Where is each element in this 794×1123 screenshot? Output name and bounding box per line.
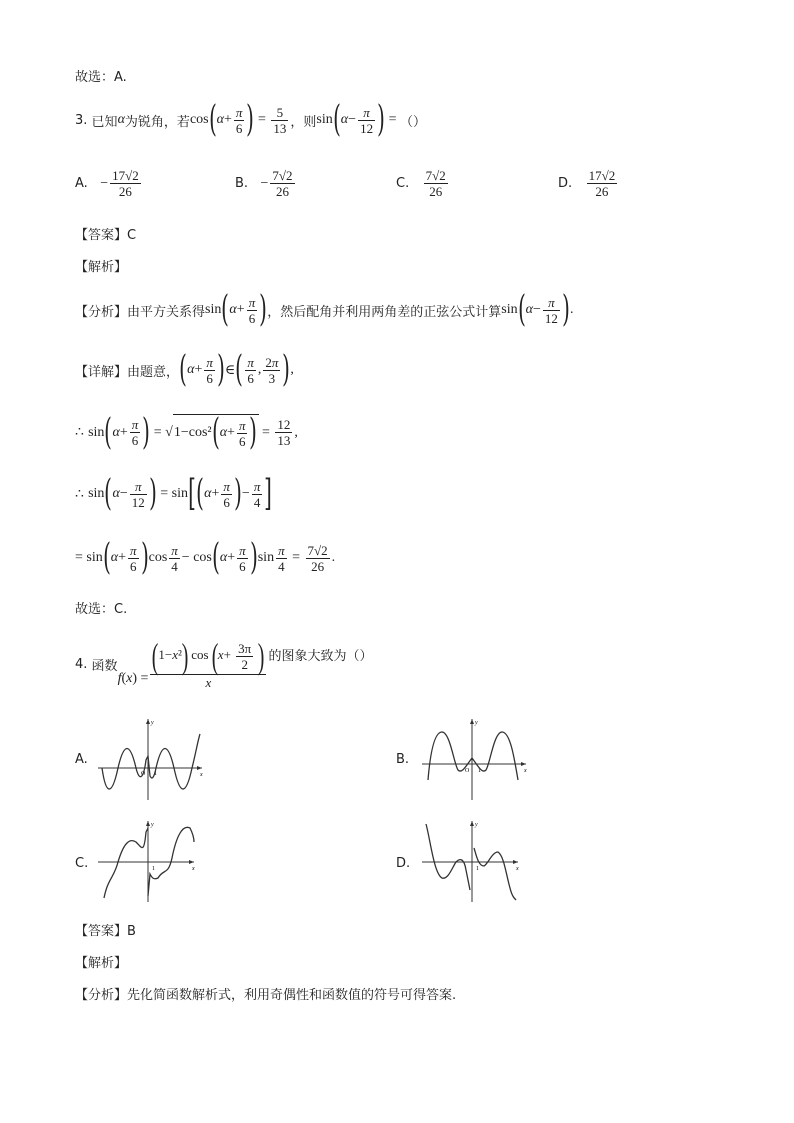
option-b: B. − $\frac{7√2}{26}$: [235, 168, 293, 199]
svg-text:y: y: [475, 720, 478, 726]
svg-text:y: y: [151, 720, 154, 726]
svg-text:1: 1: [476, 866, 479, 872]
analysis-heading: 【解析】: [75, 260, 128, 275]
q3-conclusion: 故选：C.: [75, 602, 128, 617]
question-3-stem: 3. 已知 α 为锐角，若 cos ( α + $\frac{\pi}{6}$ ) = $\frac{5}{13}$ ，则 sin ( α − $\frac{\pi}{12}$ ) = （）: [75, 99, 427, 140]
graph-a: [96, 716, 206, 802]
graph-b: [420, 716, 530, 802]
graph-option-c-label: C.: [75, 856, 89, 871]
svg-text:y: y: [475, 822, 478, 828]
svg-text:1: 1: [152, 866, 155, 872]
q4-analysis-summary: 【分析】先化简函数解析式，利用奇偶性和函数值的符号可得答案.: [75, 988, 457, 1003]
q4-answer-line: 【答案】B: [75, 924, 136, 939]
detail-line-1: 【详解】 由题意， ( α + $\frac{\pi}{6}$ ) ∈ ( $\frac{\pi}{6}$ , $\frac{2\pi}{3}$ ) ,: [75, 349, 294, 390]
svg-text:O: O: [465, 768, 470, 774]
option-d: D. $\frac{17√2}{26}$: [558, 168, 616, 199]
detail-line-3: ∴ sin ( α − $\frac{\pi}{12}$ ) = sin [ ( α + $\frac{\pi}{6}$ ) − $\frac{\pi}{4}$ ]: [75, 473, 273, 514]
function-formula: (1−x²) cos (x+ $\frac{3\pi}{2}$ ) x: [152, 636, 265, 690]
cos-value: $\frac{5}{13}$: [273, 104, 287, 136]
question-4-stem: 4. 函数 f ( x ) = (1−x²) cos (x+ $\frac{3\pi}{2}$ ) x 的图象大致为（）: [75, 636, 373, 690]
detail-line-4: = sin ( α + $\frac{\pi}{6}$ ) cos $\frac{\pi}{4}$ − cos ( α + $\frac{\pi}{6}$ ) sin $\frac{\pi}{4}$ = $\frac{7√2}{26}$ .: [75, 537, 336, 578]
graph-c: [96, 818, 206, 904]
detail-line-2: ∴ sin ( α + $\frac{\pi}{6}$ ) = √ 1−cos² ( α + $\frac{\pi}{6}$ ) = $\frac{12}{13}$ ,: [75, 411, 298, 453]
svg-text:O: O: [141, 771, 146, 777]
question-number: 3.: [75, 112, 88, 128]
svg-text:x: x: [524, 768, 527, 774]
option-c: C. $\frac{7√2}{26}$: [396, 168, 446, 199]
analysis-summary: 【分析】 由平方关系得 sin ( α + $\frac{\pi}{6}$ ) ，然后配角并利用两角差的正弦公式计算 sin ( α − $\frac{\pi}{12}$ ) .: [75, 289, 574, 330]
previous-conclusion: 故选：A.: [75, 70, 127, 85]
svg-text:y: y: [151, 822, 154, 828]
graph-d: [420, 818, 530, 904]
answer-line: 【答案】C: [75, 228, 137, 243]
graph-option-b-label: B.: [396, 752, 410, 767]
svg-text:x: x: [200, 772, 203, 778]
answer-value: C: [127, 228, 137, 243]
svg-text:x: x: [192, 866, 195, 872]
svg-text:x: x: [516, 866, 519, 872]
svg-text:1: 1: [478, 768, 481, 774]
svg-text:1: 1: [154, 771, 157, 777]
q4-analysis-heading: 【解析】: [75, 956, 128, 971]
graph-option-d-label: D.: [396, 856, 411, 871]
graph-option-a-label: A.: [75, 752, 88, 767]
q4-answer-value: B: [127, 924, 136, 939]
option-a: A. − $\frac{17√2}{26}$: [75, 168, 139, 199]
